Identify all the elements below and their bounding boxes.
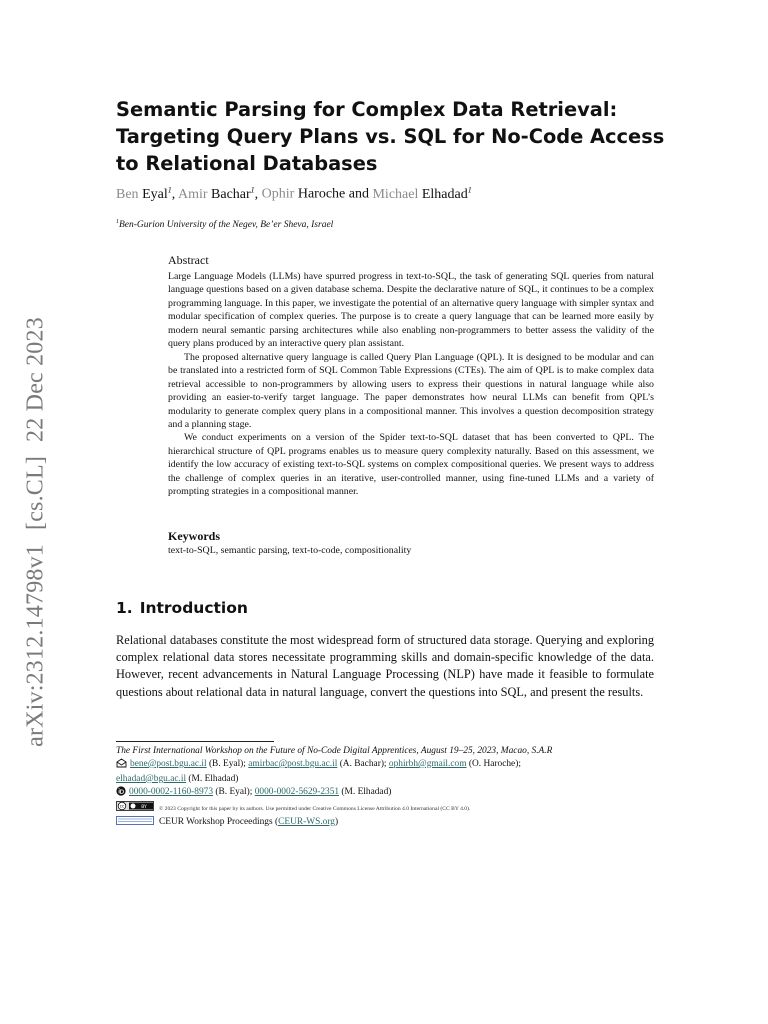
email-owner: (B. Eyal); — [206, 758, 249, 769]
author-family-name: Elhadad — [421, 186, 468, 202]
email-link[interactable]: amirbac@post.bgu.ac.il — [248, 758, 338, 769]
arxiv-date: 22 Dec 2023 — [22, 317, 49, 442]
author-affiliation-mark: 1 — [250, 185, 255, 194]
email-owner: (O. Haroche); — [466, 758, 521, 769]
keywords-heading: Keywords — [168, 529, 220, 543]
orcid-line — [116, 786, 656, 801]
author-family-name: Haroche — [297, 186, 346, 202]
section-number: 1. — [116, 599, 133, 617]
section-heading — [116, 599, 248, 617]
orcid-owner: (M. Elhadad) — [339, 786, 392, 797]
author-given-name: Amir — [177, 186, 208, 202]
abstract-section — [168, 253, 654, 499]
author-separator: , — [171, 186, 178, 202]
proceedings-close: ) — [334, 816, 339, 827]
proceedings-line — [116, 816, 656, 829]
email-line — [116, 773, 656, 786]
abstract-heading: Abstract — [168, 253, 209, 267]
author-list — [116, 185, 676, 203]
arxiv-id: arXiv:2312.14798v1 — [22, 543, 49, 747]
arxiv-category: [cs.CL] — [22, 455, 49, 530]
intro-paragraph: Relational databases constitute the most widespread form of structured data storage. Querying and exploring complex relational data stores necessitate programming skills and domain-specific knowledge of the data. However, recent advancements in Natural Language Processing (NLP) have made it feasible to formulate questions about relational data in natural language, convert the questions into SQL, and present the results. — [116, 633, 654, 699]
paper-title: Semantic Parsing for Complex Data Retrieval: Targeting Query Plans vs. SQL for No-Code Access to Relational Databases — [116, 98, 665, 175]
ceur-ws-link[interactable]: CEUR-WS.org — [278, 816, 335, 827]
email-link[interactable]: ophirbh@gmail.com — [388, 758, 467, 769]
abstract-paragraph: We conduct experiments on a version of the Spider text-to-SQL dataset that has been converted to QPL. The hierarchical structure of QPL programs enables us to measure query complexity naturally. Based on this assessment, we identify the low accuracy of existing text-to-SQL systems on complex compositional queries. We present ways to address the challenge of complex queries in an iterative, user-controlled manner, using fine-tuned LLMs and a variety of prompting strategies in a compositional manner. — [168, 432, 654, 498]
abstract-paragraph: The proposed alternative query language is called Query Plan Language (QPL). It is designed to be modular and can be translated into a restricted form of SQL Common Table Expressions (CTEs). The aim of QPL is to make complex data retrieval accessible to non-programmers by allowing users to express their questions in natural language while also providing an easier-to-verify target language. The paper demonstrates how neural LLMs can benefit from QPL’s modularity to generate complex query plans in a compositional manner. This involves a question decomposition strategy and a planning stage. — [168, 351, 654, 430]
author-given-name: Ben — [116, 186, 139, 202]
workshop-note: The First International Workshop on the Future of No-Code Digital Apprentices, August 19–25, 2023, Macao, S.A.R — [116, 746, 553, 756]
author-given-name: Ophir — [261, 186, 295, 202]
svg-text:cc: cc — [119, 803, 125, 809]
arxiv-stamp — [23, 317, 50, 747]
orcid-owner: (B. Eyal); — [213, 786, 255, 797]
svg-text:BY: BY — [141, 804, 147, 810]
email-owner: (M. Elhadad) — [186, 773, 239, 784]
keywords-text: text-to-SQL, semantic parsing, text-to-code, compositionality — [168, 545, 412, 556]
author — [372, 187, 471, 202]
author-separator: , — [254, 186, 262, 202]
keywords-section — [168, 529, 654, 556]
license-text: © 2023 Copyright for this paper by its authors. Use permitted under Creative Commons License Attribution 4.0 International (CC BY 4.0). — [159, 805, 471, 812]
footnotes — [116, 745, 656, 828]
author-family-name: Bachar — [211, 186, 251, 202]
affiliation — [116, 219, 676, 230]
author-family-name: Eyal — [142, 186, 168, 202]
author — [262, 187, 373, 202]
orcid-link[interactable]: 0000-0002-5629-2351 — [254, 786, 340, 797]
abstract-paragraph: Large Language Models (LLMs) have spurred progress in text-to-SQL, the task of generating SQL queries from natural language questions based on a given database schema. Despite the declarative nature of SQL, it continues to be a complex programming language. In this paper, we investigate the potential of an alternative query language with simpler syntax and modular specification of complex queries. The purpose is to create a query language that can be learned more easily by modern neural semantic parsing architectures while also enabling non-programmers to better assess the validity of the query plans produced by an interactive query plan assistant. — [168, 271, 654, 350]
proceedings-label: CEUR Workshop Proceedings ( — [159, 816, 279, 827]
orcid-icon — [116, 786, 126, 801]
author-affiliation-mark: 1 — [467, 185, 472, 194]
cc-by-badge — [116, 801, 154, 811]
author-affiliation-mark: 1 — [167, 185, 172, 194]
author-given-name: Michael — [372, 186, 419, 202]
author-separator: and — [345, 186, 373, 202]
section-title: Introduction — [139, 599, 248, 617]
affiliation-text: Ben-Gurion University of the Negev, Be’er Sheva, Israel — [119, 220, 334, 231]
ceur-ws-badge — [116, 816, 154, 825]
affiliation-mark: 1 — [116, 219, 119, 225]
orcid-link[interactable]: 0000-0002-1160-8973 — [129, 786, 214, 797]
email-line — [116, 758, 656, 773]
email-owner: (A. Bachar); — [337, 758, 389, 769]
footnote-divider — [116, 741, 274, 742]
email-link[interactable]: elhadad@bgu.ac.il — [116, 773, 187, 784]
author — [116, 187, 178, 202]
envelope-icon — [116, 758, 127, 773]
license-line — [116, 801, 656, 816]
author — [178, 187, 262, 202]
email-link[interactable]: bene@post.bgu.ac.il — [130, 758, 207, 769]
